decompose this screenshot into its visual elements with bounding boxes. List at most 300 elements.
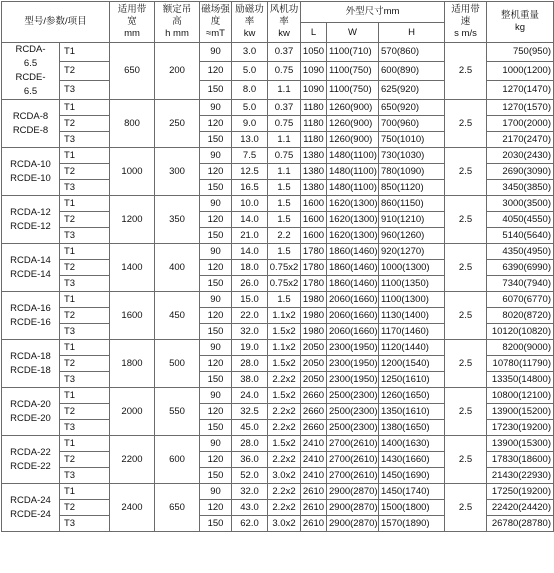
size-w-cell: 2900(2870) <box>327 516 379 532</box>
speed-cell: 2.5 <box>445 388 487 436</box>
size-h-cell: 1200(1540) <box>379 356 445 372</box>
variant-cell: T3 <box>60 228 110 244</box>
weight-cell: 7340(7940) <box>487 276 554 292</box>
header-span-line: 宽 <box>127 16 137 27</box>
lift-cell: 250 <box>155 100 200 148</box>
size-w-cell: 2500(2300) <box>327 404 379 420</box>
mag-cell: 120 <box>200 308 232 324</box>
size-l-cell: 2050 <box>301 340 327 356</box>
header-weight-line: 整机重量 <box>501 10 540 21</box>
speed-cell: 2.5 <box>445 148 487 196</box>
power-cell: 38.0 <box>232 372 268 388</box>
fan-cell: 0.75x2 <box>268 260 301 276</box>
speed-cell: 2.5 <box>445 484 487 532</box>
variant-cell: T3 <box>60 180 110 196</box>
header-weight <box>487 2 554 43</box>
header-model: 型号/参数/项目 <box>2 2 110 43</box>
mag-cell: 150 <box>200 180 232 196</box>
mag-cell: 90 <box>200 388 232 404</box>
size-l-cell: 1780 <box>301 244 327 260</box>
weight-cell: 17250(19200) <box>487 484 554 500</box>
fan-cell: 2.2x2 <box>268 452 301 468</box>
mag-cell: 120 <box>200 212 232 228</box>
size-h-cell: 1250(1610) <box>379 372 445 388</box>
size-h-cell: 1450(1740) <box>379 484 445 500</box>
size-w-cell: 2300(1950) <box>327 340 379 356</box>
power-cell: 14.0 <box>232 212 268 228</box>
model-name-line: 6.5 <box>23 86 38 97</box>
variant-cell: T1 <box>60 292 110 308</box>
weight-cell: 6390(6990) <box>487 260 554 276</box>
fan-cell: 0.37 <box>268 100 301 116</box>
table-row <box>2 484 554 500</box>
mag-cell: 120 <box>200 260 232 276</box>
size-l-cell: 1780 <box>301 276 327 292</box>
header-size: 外型尺寸mm <box>301 2 445 23</box>
model-name-line: RCDE-18 <box>10 364 51 376</box>
power-cell: 15.0 <box>232 292 268 308</box>
size-w-cell: 1620(1300) <box>327 196 379 212</box>
model-name-line: RCDE- <box>15 72 46 83</box>
mag-cell: 90 <box>200 100 232 116</box>
variant-cell: T2 <box>60 308 110 324</box>
model-name-line: RCDA-22 <box>10 446 51 458</box>
power-cell: 16.5 <box>232 180 268 196</box>
size-w-cell: 2900(2870) <box>327 500 379 516</box>
variant-cell: T1 <box>60 43 110 62</box>
size-w-cell: 1860(1460) <box>327 276 379 292</box>
lift-cell: 400 <box>155 244 200 292</box>
size-l-cell: 2660 <box>301 404 327 420</box>
model-name-line: RCDE-20 <box>10 412 51 424</box>
variant-cell: T1 <box>60 436 110 452</box>
fan-cell: 1.1x2 <box>268 308 301 324</box>
size-l-cell: 1980 <box>301 308 327 324</box>
mag-cell: 150 <box>200 228 232 244</box>
size-h-cell: 1380(1650) <box>379 420 445 436</box>
size-h-cell: 1130(1400) <box>379 308 445 324</box>
size-w-cell: 1620(1300) <box>327 228 379 244</box>
header-lift-line: h mm <box>165 28 189 39</box>
weight-cell: 4350(4950) <box>487 244 554 260</box>
variant-cell: T3 <box>60 420 110 436</box>
weight-cell: 4050(4550) <box>487 212 554 228</box>
weight-cell: 17230(19200) <box>487 420 554 436</box>
variant-cell: T3 <box>60 372 110 388</box>
variant-cell: T1 <box>60 244 110 260</box>
size-h-cell: 1260(1650) <box>379 388 445 404</box>
weight-cell: 1270(1570) <box>487 100 554 116</box>
size-w-cell: 1480(1100) <box>327 148 379 164</box>
model-name-line: RCDE-12 <box>10 220 51 232</box>
mag-cell: 90 <box>200 43 232 62</box>
size-w-cell: 2300(1950) <box>327 356 379 372</box>
header-mag <box>200 2 232 43</box>
weight-cell: 17830(18600) <box>487 452 554 468</box>
lift-cell: 350 <box>155 196 200 244</box>
power-cell: 32.0 <box>232 324 268 340</box>
size-h-cell: 1170(1460) <box>379 324 445 340</box>
header-size-w: W <box>327 23 379 43</box>
mag-cell: 90 <box>200 484 232 500</box>
variant-cell: T2 <box>60 356 110 372</box>
table-row <box>2 436 554 452</box>
model-name-line: RCDE-24 <box>10 508 51 520</box>
size-h-cell: 850(1120) <box>379 180 445 196</box>
model-name-line: RCDA-20 <box>10 398 51 410</box>
variant-cell: T3 <box>60 132 110 148</box>
size-w-cell: 2700(2610) <box>327 452 379 468</box>
weight-cell: 22420(24420) <box>487 500 554 516</box>
model-cell <box>2 436 60 484</box>
variant-cell: T2 <box>60 500 110 516</box>
table-row <box>2 43 554 62</box>
power-cell: 45.0 <box>232 420 268 436</box>
lift-cell: 500 <box>155 340 200 388</box>
size-w-cell: 1100(710) <box>327 43 379 62</box>
span-cell: 1200 <box>110 196 155 244</box>
size-l-cell: 1180 <box>301 116 327 132</box>
model-cell <box>2 43 60 100</box>
size-l-cell: 2410 <box>301 452 327 468</box>
size-l-cell: 1380 <box>301 180 327 196</box>
model-name-line: RCDE-10 <box>10 172 51 184</box>
model-name-line: RCDA-18 <box>10 350 51 362</box>
lift-cell: 550 <box>155 388 200 436</box>
header-lift <box>155 2 200 43</box>
size-l-cell: 1090 <box>301 81 327 100</box>
size-h-cell: 860(1150) <box>379 196 445 212</box>
weight-cell: 2030(2430) <box>487 148 554 164</box>
header-power-line: 励磁功 <box>235 4 264 15</box>
size-h-cell: 1430(1660) <box>379 452 445 468</box>
fan-cell: 2.2 <box>268 228 301 244</box>
size-h-cell: 910(1210) <box>379 212 445 228</box>
variant-cell: T2 <box>60 62 110 81</box>
header-size-h: H <box>379 23 445 43</box>
size-h-cell: 730(1030) <box>379 148 445 164</box>
fan-cell: 1.1x2 <box>268 340 301 356</box>
mag-cell: 150 <box>200 132 232 148</box>
table-row <box>2 148 554 164</box>
variant-cell: T2 <box>60 164 110 180</box>
weight-cell: 13900(15300) <box>487 436 554 452</box>
mag-cell: 150 <box>200 276 232 292</box>
model-cell <box>2 244 60 292</box>
power-cell: 5.0 <box>232 62 268 81</box>
size-l-cell: 2660 <box>301 420 327 436</box>
size-w-cell: 1620(1300) <box>327 212 379 228</box>
weight-cell: 1000(1200) <box>487 62 554 81</box>
fan-cell: 0.75 <box>268 116 301 132</box>
header-speed-line: 适用带 <box>451 4 480 15</box>
header-speed-line: s m/s <box>454 28 477 39</box>
header-mag-line: ≈mT <box>206 28 225 39</box>
header-span-line: 适用带 <box>117 4 147 15</box>
variant-cell: T1 <box>60 388 110 404</box>
model-name-line: RCDE-16 <box>10 316 51 328</box>
power-cell: 28.0 <box>232 356 268 372</box>
mag-cell: 90 <box>200 340 232 356</box>
size-h-cell: 780(1090) <box>379 164 445 180</box>
header-speed-line: 速 <box>460 16 471 27</box>
mag-cell: 120 <box>200 164 232 180</box>
model-cell <box>2 484 60 532</box>
model-cell <box>2 148 60 196</box>
size-l-cell: 2050 <box>301 372 327 388</box>
size-l-cell: 1980 <box>301 324 327 340</box>
model-name-line: 6.5 <box>23 58 38 69</box>
fan-cell: 3.0x2 <box>268 468 301 484</box>
model-cell <box>2 388 60 436</box>
mag-cell: 120 <box>200 116 232 132</box>
power-cell: 36.0 <box>232 452 268 468</box>
size-h-cell: 650(920) <box>379 100 445 116</box>
variant-cell: T2 <box>60 116 110 132</box>
mag-cell: 150 <box>200 420 232 436</box>
mag-cell: 90 <box>200 196 232 212</box>
lift-cell: 200 <box>155 43 200 100</box>
table-row <box>2 196 554 212</box>
header-speed <box>445 2 487 43</box>
model-name-line: RCDA-14 <box>10 254 51 266</box>
size-l-cell: 2610 <box>301 516 327 532</box>
fan-cell: 1.1 <box>268 164 301 180</box>
size-w-cell: 1260(900) <box>327 132 379 148</box>
span-cell: 1800 <box>110 340 155 388</box>
model-name-line: RCDA-10 <box>10 158 51 170</box>
power-cell: 43.0 <box>232 500 268 516</box>
model-name-line: RCDA-16 <box>10 302 51 314</box>
size-h-cell: 1450(1690) <box>379 468 445 484</box>
model-name-line: RCDE-8 <box>12 124 49 136</box>
weight-cell: 26780(28780) <box>487 516 554 532</box>
table-header <box>2 2 554 43</box>
fan-cell: 0.37 <box>268 43 301 62</box>
weight-cell: 6070(6770) <box>487 292 554 308</box>
variant-cell: T2 <box>60 404 110 420</box>
span-cell: 2000 <box>110 388 155 436</box>
variant-cell: T3 <box>60 276 110 292</box>
power-cell: 22.0 <box>232 308 268 324</box>
weight-cell: 2170(2470) <box>487 132 554 148</box>
weight-cell: 750(950) <box>487 43 554 62</box>
table-row <box>2 340 554 356</box>
power-cell: 18.0 <box>232 260 268 276</box>
fan-cell: 0.75 <box>268 148 301 164</box>
mag-cell: 120 <box>200 500 232 516</box>
size-h-cell: 1100(1300) <box>379 292 445 308</box>
mag-cell: 150 <box>200 516 232 532</box>
power-cell: 13.0 <box>232 132 268 148</box>
fan-cell: 1.5 <box>268 212 301 228</box>
variant-cell: T1 <box>60 148 110 164</box>
header-lift-line: 高 <box>172 16 182 27</box>
fan-cell: 1.5 <box>268 292 301 308</box>
span-cell: 1400 <box>110 244 155 292</box>
fan-cell: 2.2x2 <box>268 500 301 516</box>
fan-cell: 1.5x2 <box>268 356 301 372</box>
model-cell <box>2 100 60 148</box>
size-h-cell: 1570(1890) <box>379 516 445 532</box>
power-cell: 7.5 <box>232 148 268 164</box>
fan-cell: 2.2x2 <box>268 484 301 500</box>
fan-cell: 3.0x2 <box>268 516 301 532</box>
lift-cell: 650 <box>155 484 200 532</box>
span-cell: 650 <box>110 43 155 100</box>
model-cell <box>2 340 60 388</box>
size-w-cell: 1260(900) <box>327 116 379 132</box>
size-h-cell: 920(1270) <box>379 244 445 260</box>
variant-cell: T1 <box>60 196 110 212</box>
size-w-cell: 1860(1460) <box>327 244 379 260</box>
lift-cell: 300 <box>155 148 200 196</box>
speed-cell: 2.5 <box>445 244 487 292</box>
speed-cell: 2.5 <box>445 340 487 388</box>
header-fan <box>268 2 301 43</box>
span-cell: 2200 <box>110 436 155 484</box>
size-h-cell: 1400(1630) <box>379 436 445 452</box>
header-mag-line: 度 <box>210 16 221 27</box>
variant-cell: T3 <box>60 468 110 484</box>
span-cell: 1600 <box>110 292 155 340</box>
size-h-cell: 1350(1610) <box>379 404 445 420</box>
size-w-cell: 2700(2610) <box>327 436 379 452</box>
header-fan-line: kw <box>278 28 290 39</box>
variant-cell: T1 <box>60 340 110 356</box>
header-fan-line: 率 <box>279 16 289 27</box>
fan-cell: 1.5 <box>268 180 301 196</box>
header-mag-line: 磁场强 <box>201 4 230 15</box>
power-cell: 26.0 <box>232 276 268 292</box>
weight-cell: 1270(1470) <box>487 81 554 100</box>
mag-cell: 150 <box>200 81 232 100</box>
weight-cell: 3000(3500) <box>487 196 554 212</box>
weight-cell: 8200(9000) <box>487 340 554 356</box>
size-l-cell: 2410 <box>301 436 327 452</box>
header-power-line: kw <box>243 28 256 39</box>
header-fan-line: 风机功 <box>269 4 299 15</box>
size-w-cell: 1100(750) <box>327 81 379 100</box>
table-row <box>2 388 554 404</box>
size-h-cell: 1100(1350) <box>379 276 445 292</box>
variant-cell: T2 <box>60 452 110 468</box>
fan-cell: 2.2x2 <box>268 404 301 420</box>
size-l-cell: 1980 <box>301 292 327 308</box>
size-l-cell: 2050 <box>301 356 327 372</box>
model-name-line: RCDE-22 <box>10 460 51 472</box>
size-l-cell: 1600 <box>301 228 327 244</box>
size-h-cell: 750(1010) <box>379 132 445 148</box>
variant-cell: T3 <box>60 516 110 532</box>
power-cell: 9.0 <box>232 116 268 132</box>
weight-cell: 21430(22930) <box>487 468 554 484</box>
header-span-line: mm <box>124 28 140 39</box>
size-l-cell: 1180 <box>301 100 327 116</box>
size-w-cell: 2060(1660) <box>327 324 379 340</box>
power-cell: 14.0 <box>232 244 268 260</box>
size-w-cell: 1260(900) <box>327 100 379 116</box>
size-l-cell: 1180 <box>301 132 327 148</box>
size-l-cell: 1050 <box>301 43 327 62</box>
speed-cell: 2.5 <box>445 100 487 148</box>
header-weight-line: kg <box>514 22 526 33</box>
size-h-cell: 600(890) <box>379 62 445 81</box>
variant-cell: T3 <box>60 81 110 100</box>
size-w-cell: 1860(1460) <box>327 260 379 276</box>
power-cell: 28.0 <box>232 436 268 452</box>
size-w-cell: 2500(2300) <box>327 388 379 404</box>
mag-cell: 90 <box>200 244 232 260</box>
size-w-cell: 2900(2870) <box>327 484 379 500</box>
weight-cell: 10800(12100) <box>487 388 554 404</box>
header-size-l: L <box>301 23 327 43</box>
speed-cell: 2.5 <box>445 436 487 484</box>
header-power-line: 率 <box>244 16 255 27</box>
size-w-cell: 2300(1950) <box>327 372 379 388</box>
weight-cell: 10120(10820) <box>487 324 554 340</box>
size-l-cell: 2610 <box>301 484 327 500</box>
header-power <box>232 2 268 43</box>
fan-cell: 1.1 <box>268 132 301 148</box>
mag-cell: 150 <box>200 324 232 340</box>
power-cell: 19.0 <box>232 340 268 356</box>
fan-cell: 1.5 <box>268 196 301 212</box>
model-cell <box>2 196 60 244</box>
mag-cell: 120 <box>200 356 232 372</box>
size-l-cell: 1600 <box>301 212 327 228</box>
mag-cell: 90 <box>200 148 232 164</box>
weight-cell: 5140(5640) <box>487 228 554 244</box>
size-h-cell: 1500(1800) <box>379 500 445 516</box>
fan-cell: 1.5x2 <box>268 324 301 340</box>
size-w-cell: 2060(1660) <box>327 292 379 308</box>
size-h-cell: 700(960) <box>379 116 445 132</box>
mag-cell: 120 <box>200 452 232 468</box>
power-cell: 21.0 <box>232 228 268 244</box>
size-w-cell: 1480(1100) <box>327 164 379 180</box>
power-cell: 8.0 <box>232 81 268 100</box>
size-h-cell: 625(920) <box>379 81 445 100</box>
span-cell: 1000 <box>110 148 155 196</box>
power-cell: 10.0 <box>232 196 268 212</box>
speed-cell: 2.5 <box>445 43 487 100</box>
variant-cell: T2 <box>60 212 110 228</box>
mag-cell: 150 <box>200 468 232 484</box>
model-name-line: RCDA- <box>15 44 46 55</box>
mag-cell: 150 <box>200 372 232 388</box>
size-w-cell: 2700(2610) <box>327 468 379 484</box>
span-cell: 800 <box>110 100 155 148</box>
lift-cell: 600 <box>155 436 200 484</box>
header-lift-line: 额定吊 <box>162 4 192 15</box>
variant-cell: T1 <box>60 484 110 500</box>
size-l-cell: 1380 <box>301 148 327 164</box>
weight-cell: 1700(2000) <box>487 116 554 132</box>
lift-cell: 450 <box>155 292 200 340</box>
fan-cell: 1.5x2 <box>268 436 301 452</box>
power-cell: 3.0 <box>232 43 268 62</box>
weight-cell: 2690(3090) <box>487 164 554 180</box>
table-row <box>2 244 554 260</box>
size-l-cell: 2660 <box>301 388 327 404</box>
fan-cell: 1.5x2 <box>268 388 301 404</box>
power-cell: 52.0 <box>232 468 268 484</box>
table-row <box>2 292 554 308</box>
table-body <box>2 43 554 532</box>
size-w-cell: 1100(750) <box>327 62 379 81</box>
size-w-cell: 2060(1660) <box>327 308 379 324</box>
